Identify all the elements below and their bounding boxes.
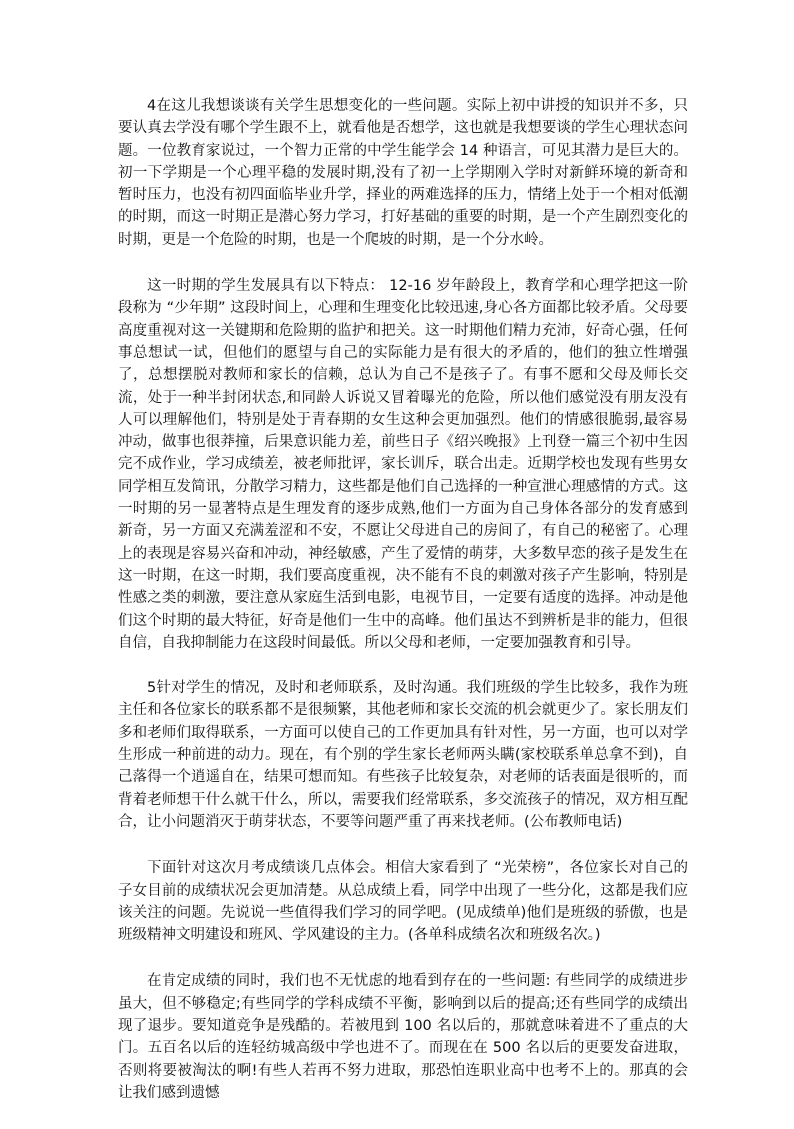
paragraph-contact-teachers: 5针对学生的情况，及时和老师联系，及时沟通。我们班级的学生比较多，我作为班主任和各位家长的联系都不是很频繁，其他老师和家长交流的机会就更少了。家长朋友们多和老师们取得联系，一方面可以使自己的工作更加具有针对性，另一方面，也可以对学生形成一种前进的动力。现在，有个别的学生家长老师两头瞒(家校联系单总拿不到)，自己落得一个逍遥自在，结果可想而知。有些孩子比较复杂，对老师的话表面是很听的，而背着老师想干什么就干什么，所以，需要我们经常联系，多交流孩子的情况，双方相互配合，让小问题消灭于萌芽状态，不要等问题严重了再来找老师。(公布教师电话) <box>118 680 688 830</box>
paragraph-adolescence-traits: 这一时期的学生发展具有以下特点： 12-16 岁年龄段上，教育学和心理学把这一阶段称为 “少年期” 这段时间上，心理和生理变化比较迅速,身心各方面都比较矛盾。父母要高度重视对这一关键期和危险期的监护和把关。这一时期他们精力充沛，好奇心强，任何事总想试一试，但他们的愿望与自己的实际能力是有很大的矛盾的，他们的独立性增强了，总想摆脱对教师和家长的信赖，总认为自己不是孩子了。有事不愿和父母及师长交流，处于一种半封闭状态,和同龄人诉说又冒着曝光的危险，所以他们感觉没有朋友没有人可以理解他们，特别是处于青春期的女生这种会更加强烈。他们的情感很脆弱,最容易冲动，做事也很莽撞，后果意识能力差，前些日子《绍兴晚报》上刊登一篇三个初中生因完不成作业，学习成绩差，被老师批评，家长训斥，联合出走。近期学校也发现有些男女同学相互发简讯，分散学习精力，这些都是他们自己选择的一种宣泄心理感情的方式。这一时期的另一显著特点是生理发育的逐步成熟,他们一方面为自己身体各部分的发育感到新奇，另一方面又充满羞涩和不安，不愿让父母进自己的房间了，有自己的秘密了。心理上的表现是容易兴奋和冲动，神经敏感，产生了爱情的萌芽，大多数早恋的孩子是发生在这一时期，在这一时期，我们要高度重视，决不能有不良的刺激对孩子产生影响，特别是性感之类的刺激，要注意从家庭生活到电影，电视节目，一定要有适度的选择。冲动是他们这个时期的最大特征，好奇是他们一生中的高峰。他们虽达不到辨析是非的能力，但很自信，自我抑制能力在这段时间最低。所以父母和老师，一定要加强教育和引导。 <box>118 278 688 651</box>
paragraph-student-psychology: 4在这儿我想谈谈有关学生思想变化的一些问题。实际上初中讲授的知识并不多，只要认真去学没有哪个学生跟不上，就看他是否想学，这也就是我想要谈的学生心理状态问题。一位教育家说过，一个智力正常的中学生能学会 14 种语言，可见其潜力是巨大的。初一下学期是一个心理平稳的发展时期,没有了初一上学期刚入学时对新鲜环境的新奇和暂时压力，也没有初四面临毕业升学，择业的两难选择的压力，情绪上处于一个相对低潮的时期，而这一时期正是潜心努力学习，打好基础的重要的时期，是一个产生剧烈变化的时期，更是一个危险的时期，也是一个爬坡的时期，是一个分水岭。 <box>118 98 688 248</box>
paragraph-exam-results: 下面针对这次月考成绩谈几点体会。相信大家看到了 “光荣榜”，各位家长对自己的子女目前的成绩状况会更加清楚。从总成绩上看，同学中出现了一些分化，这都是我们应该关注的问题。先说说一些值得我们学习的同学吧。(见成绩单)他们是班级的骄傲，也是班级精神文明建设和班风、学风建设的主力。(各单科成绩名次和班级名次。) <box>118 860 688 944</box>
paragraph-concerns: 在肯定成绩的同时，我们也不无忧虑的地看到存在的一些问题: 有些同学的成绩进步虽大，但不够稳定;有些同学的学科成绩不平衡，影响到以后的提高;还有些同学的成绩出现了退步。要知道竞争是残酷的。若被甩到 100 名以后的，那就意味着进不了重点的大门。五百名以后的连轻纺城高级中学也进不了。而现在在 500 名以后的更要发奋进取，否则将要被淘汰的啊!有些人若再不努力进取，那恐怕连职业高中也考不上的。那真的会让我们感到遗憾 <box>118 973 688 1101</box>
document-page <box>118 95 688 1129</box>
